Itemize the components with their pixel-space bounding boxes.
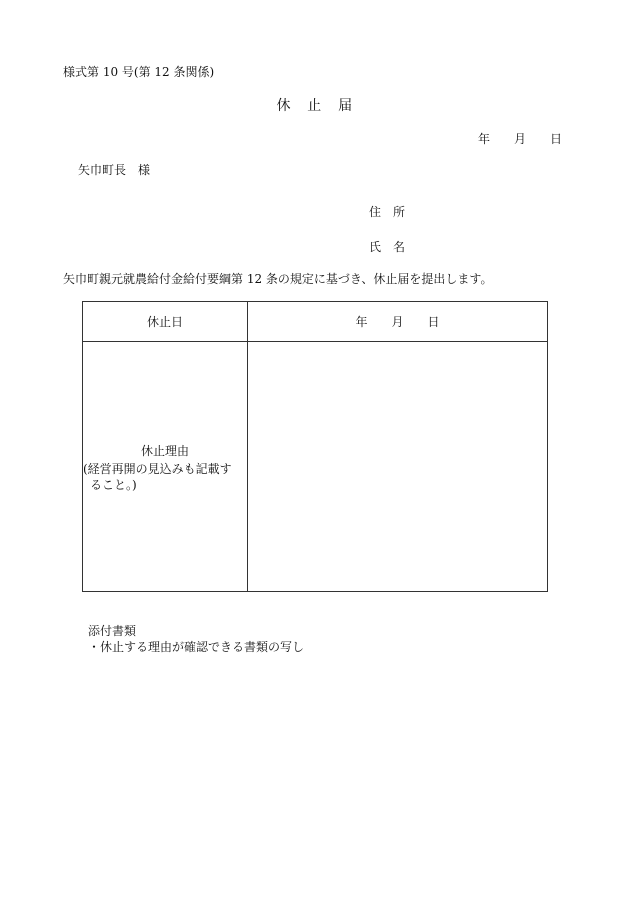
name-label: 氏 名 — [369, 240, 406, 254]
statement: 矢巾町親元就農給付金給付要綱第 12 条の規定に基づき、休止届を提出します。 — [63, 272, 493, 286]
address-label: 住 所 — [369, 205, 406, 219]
attachments-title: 添付書類 — [88, 624, 137, 638]
suspension-reason-label: 休止理由 — [140, 444, 189, 458]
submission-date: 年 月 日 — [478, 132, 563, 146]
page-title: 休 止 届 — [276, 98, 354, 114]
form-number: 様式第 10 号(第 12 条関係) — [63, 65, 215, 79]
suspension-date-label: 休止日 — [146, 315, 183, 329]
reason-note-line-1: (経営再開の見込みも記載す — [83, 462, 232, 476]
suspension-date-field[interactable]: 年 月 日 — [355, 315, 440, 329]
table-row-divider — [83, 341, 547, 342]
suspension-reason-field[interactable] — [248, 344, 547, 589]
attachments-item: ・休止する理由が確認できる書類の写し — [88, 640, 305, 654]
reason-note-line-2: ること。) — [90, 478, 137, 492]
recipient: 矢巾町長 様 — [78, 163, 151, 177]
suspension-reason-note — [83, 461, 247, 493]
suspension-form-table — [82, 301, 548, 592]
